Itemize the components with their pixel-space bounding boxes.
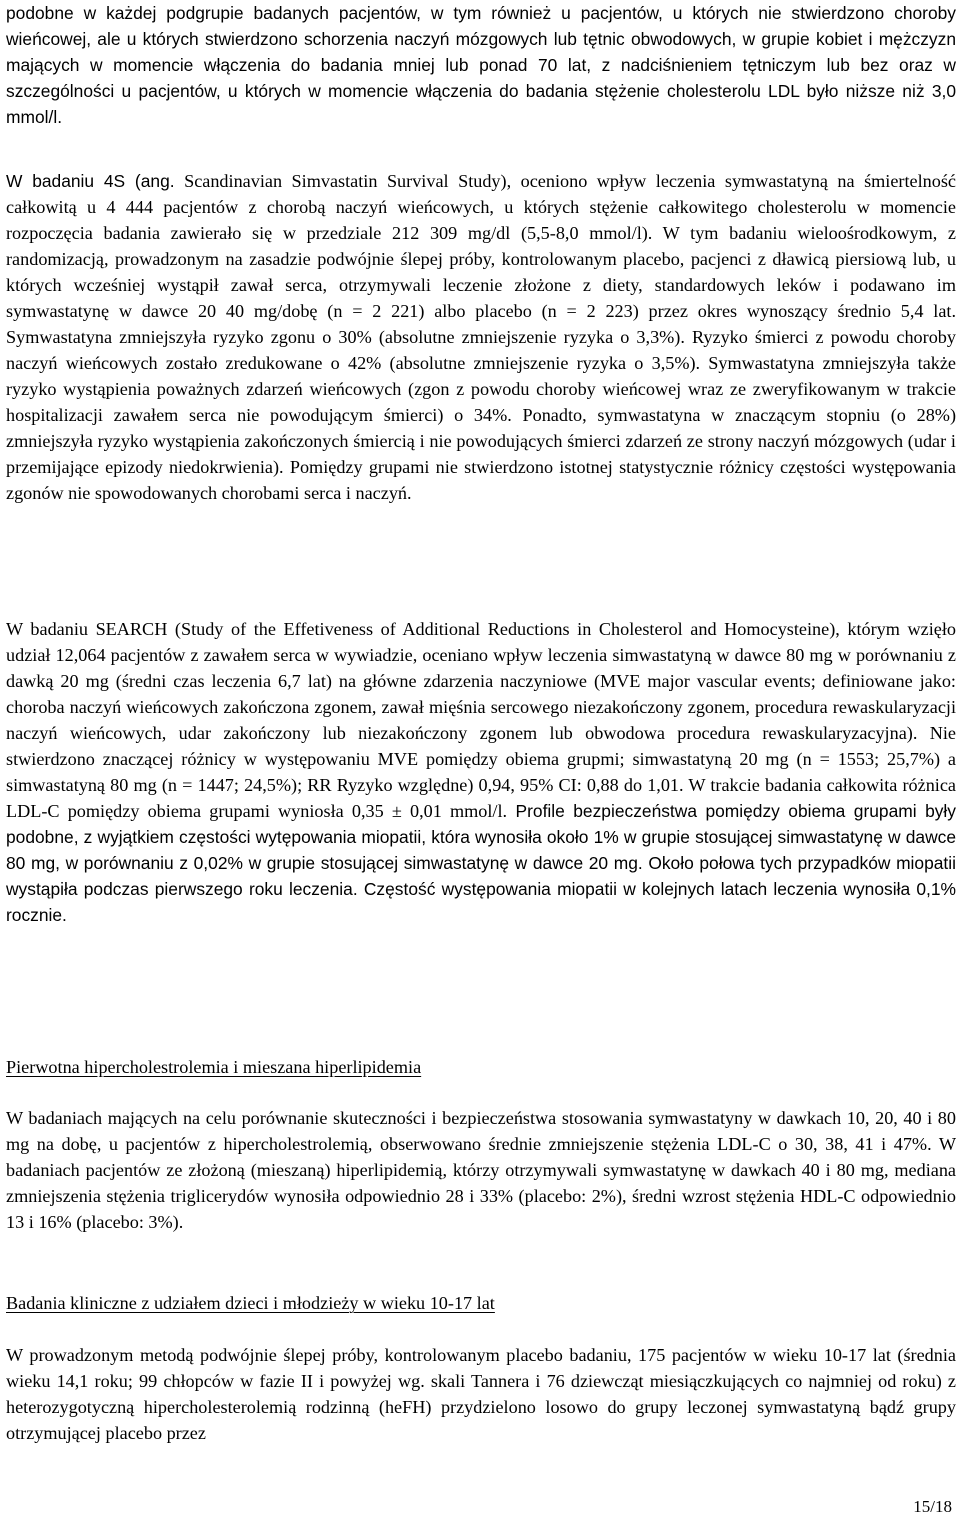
heading-primary-hypercholesterolemia: Pierwotna hipercholestrolemia i mieszana hiperlipidemia <box>6 1057 422 1077</box>
paragraph-search-study <box>6 616 956 928</box>
paragraph-4s-study-intro: W badaniu 4S (ang. <box>6 171 175 191</box>
page-number: 15/18 <box>913 1497 952 1516</box>
paragraph-4s-study-body: Scandinavian Simvastatin Survival Study), oceniono wpływ leczenia symwastatyną na śmiertelność całkowitą u 4 444 pacjentów z chorobą naczyń wieńcowych, u których stężenie całkowitego cholesterolu w momencie rozpoczęcia badania zawierało się w przedziale 212 309 mg/dl (5,5-8,0 mmol/l). W tym badaniu wieloośrodkowym, z randomizacją, prowadzonym na zasadzie podwójnie ślepej próby, kontrolowanym placebo, pacjenci z dławicą piersiową lub, u których wcześniej wystąpił zawał serca, otrzymywali leczenie złożone z diety, standardowych leków i podawano im symwastatynę w dawce 20 40 mg/dobę (n = 2 221) albo placebo (n = 2 223) przez okres wynoszący średnio 5,4 lat. Symwastatyna zmniejszyła ryzyko zgonu o 30% (absolutne zmniejszenie ryzyka o 3,3%). Ryzyko śmierci z powodu choroby naczyń wieńcowych zostało zredukowane o 42% (absolutne zmniejszenie ryzyka o 3,5%). Symwastatyna zmniejszyła także ryzyko wystąpienia poważnych zdarzeń wieńcowych (zgon z powodu choroby wieńcowej wraz ze zweryfikowanym w trakcie hospitalizacji zawałem serca nie powodującym śmierci) o 34%. Ponadto, symwastatyna w znaczącym stopniu (o 28%) zmniejszyła ryzyko wystąpienia zakończonych śmiercią i nie powodujących śmierci zdarzeń ze strony naczyń mózgowych (udar i przemijające epizody niedokrwienia). Pomiędzy grupami nie stwierdzono istotnej statystycznie różnicy częstości występowania zgonów nie spowodowanych chorobami serca i naczyń. <box>6 171 956 503</box>
paragraph-pediatric-study: W prowadzonym metodą podwójnie ślepej próby, kontrolowanym placebo badaniu, 175 pacjentów w wieku 10-17 lat (średnia wieku 14,1 roku; 99 chłopców w fazie II i powyżej wg. skali Tannera i 76 dziewcząt miesiączkujących co najmniej od roku) z heterozygotyczną hipercholesterolemią rodzinną (heFH) przydzielono losowo do grupy leczonej symwastatyną bądź grupy otrzymującej placebo przez <box>6 1345 956 1443</box>
paragraph-dose-comparison: W badaniach mających na celu porównanie skuteczności i bezpieczeństwa stosowania symwastatyny w dawkach 10, 20, 40 i 80 mg na dobę, u pacjentów z hipercholestrolemią, obserwowano średnie zmniejszenie stężenia LDL-C o 30, 38, 41 i 47%. W badaniach pacjentów ze złożoną (mieszaną) hiperlipidemią, którzy otrzymywali symwastatynę w dawkach 40 i 80 mg, mediana zmniejszenia stężenia triglicerydów wynosiła odpowiednio 28 i 33% (placebo: 2%), średni wzrost stężenia HDL-C odpowiednio 13 i 16% (placebo: 3%). <box>6 1108 956 1232</box>
paragraph-inclusion-criteria: podobne w każdej podgrupie badanych pacjentów, w tym również u pacjentów, u których nie stwierdzono choroby wieńcowej, ale u których stwierdzono schorzenia naczyń mózgowych lub tętnic obwodowych, w grupie kobiet i mężczyzn mających w momencie włączenia do badania mniej lub ponad 70 lat, z nadciśnieniem tętniczym lub bez oraz w szczególności u pacjentów, u których w momencie włączenia do badania stężenie cholesterolu LDL było niższe niż 3,0 mmol/l. <box>6 3 956 127</box>
heading-pediatric-trials: Badania kliniczne z udziałem dzieci i młodzieży w wieku 10-17 lat <box>6 1293 495 1313</box>
paragraph-search-study-body: W badaniu SEARCH (Study of the Effetiveness of Additional Reductions in Cholesterol and Homocysteine), którym wzięło udział 12,064 pacjentów z zawałem serca w wywiadzie, oceniano wpływ leczenia simwastatyną w dawce 80 mg w porównaniu z dawką 20 mg (średni czas leczenia 6,7 lat) na główne zdarzenia naczyniowe (MVE major vascular events; definiowane jako: choroba naczyń wieńcowych zakończona zgonem, zawał mięśnia sercowego niezakończony zgonem, procedura rewaskularyzacji naczyń wieńcowych, udar zakończony lub niezakończony zgonem lub obwodowa procedura rewaskularyzacyjna). Nie stwierdzono znaczącej różnicy w występowaniu MVE pomiędzy obiema grupmi; simwastatyną 20 mg (n = 1553; 25,7%) a simwastatyną 80 mg (n = 1447; 24,5%); RR Ryzyko względne) 0,94, 95% CI: 0,88 do 1,01. W trakcie badania całkowita różnica LDL-C pomiędzy obiema grupami wyniosła 0,35 ± 0,01 mmol/l. <box>6 619 956 821</box>
paragraph-4s-study <box>6 168 956 506</box>
paragraph-search-study-safety: Profile bezpieczeństwa pomiędzy obiema grupami były podobne, z wyjątkiem częstości wytępowania miopatii, która wynosiła około 1% w grupie stosującej simwastatynę w dawce 80 mg, w porównaniu z 0,02% w grupie stosującej simwastatynę w dawce 20 mg. Około połowa tych przypadków miopatii wystąpiła podczas pierwszego roku leczenia. Częstość występowania miopatii w kolejnych latach leczenia wynosiła 0,1% rocznie. <box>6 801 956 925</box>
